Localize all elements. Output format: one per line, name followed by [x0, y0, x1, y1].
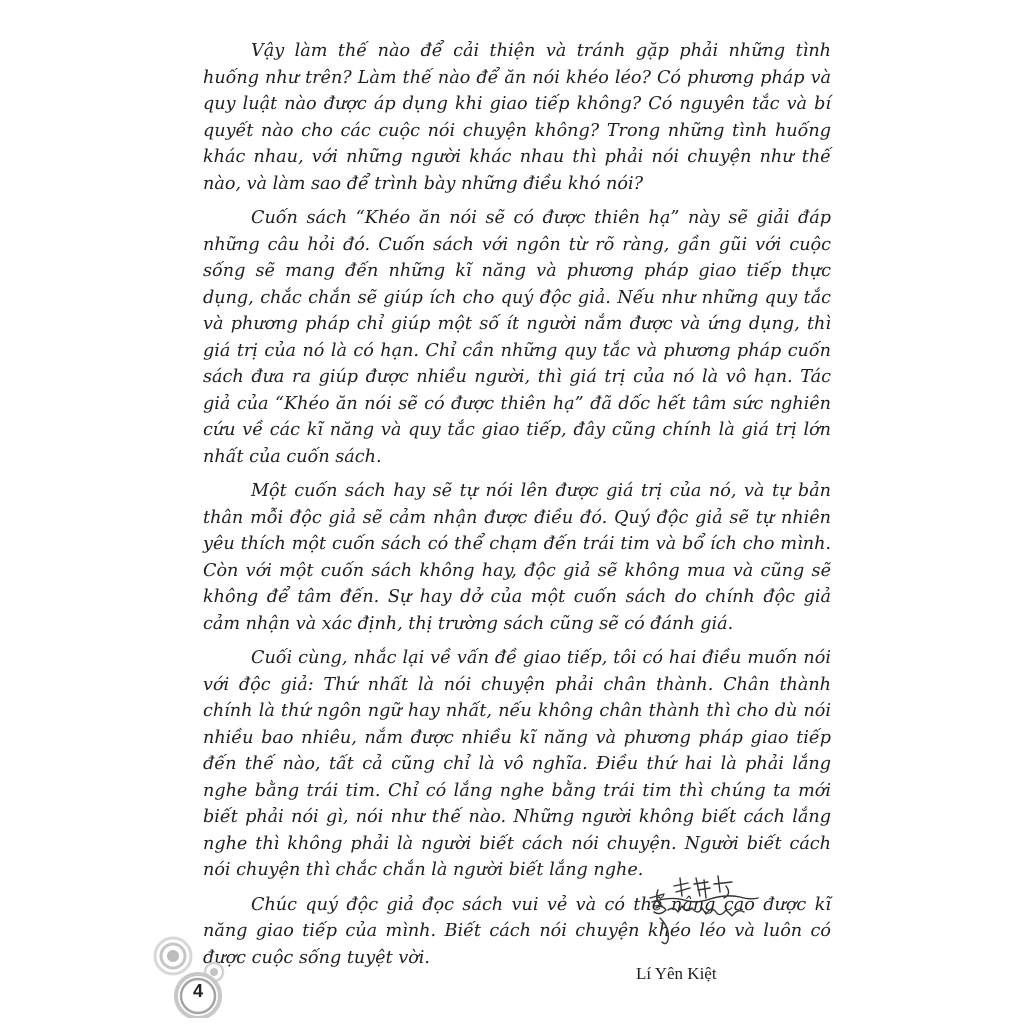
paragraph-3: Một cuốn sách hay sẽ tự nói lên được giá trị của nó, và tự bản thân mỗi độc giả sẽ cảm nhận được điều đó. Quý độc giả sẽ tự nhiên yêu thích một cuốn sách có thể chạm đến trái tim và bổ ích cho mình. Còn với một cuốn sách không hay, độc giả sẽ không mua và cũng sẽ không để tâm đến. Sự hay dở của một cuốn sách do chính độc giả cảm nhận và xác định, thị trường sách cũng sẽ có đánh giá.: [203, 481, 831, 634]
paragraph-2: Cuốn sách “Khéo ăn nói sẽ có được thiên hạ” này sẽ giải đáp những câu hỏi đó. Cuốn sách với ngôn từ rõ ràng, gần gũi với cuộc sống sẽ mang đến những kĩ năng và phương pháp giao tiếp thực dụng, chắc chắn sẽ giúp ích cho quý độc giả. Nếu như những quy tắc và phương pháp chỉ giúp một số ít người nắm được và ứng dụng, thì giá trị của nó là có hạn. Chỉ cần những quy tắc và phương pháp cuốn sách đưa ra giúp được nhiều người, thì giá trị của nó là vô hạn. Tác giả của “Khéo ăn nói sẽ có được thiên hạ” đã dốc hết tâm sức nghiên cứu về các kĩ năng và quy tắc giao tiếp, đây cũng chính là giá trị lớn nhất của cuốn sách.: [203, 208, 831, 467]
signature-icon: [640, 866, 765, 951]
page-number: 4: [192, 981, 203, 1001]
paragraph-1: Vậy làm thế nào để cải thiện và tránh gặp phải những tình huống như trên? Làm thế nào để ăn nói khéo léo? Có phương pháp và quy luật nào được áp dụng khi giao tiếp không? Có nguyên tắc và bí quyết nào cho các cuộc nói chuyện không? Trong những tình huống khác nhau, với những người khác nhau thì phải nói chuyện như thế nào, và làm sao để trình bày những điều khó nói?: [203, 41, 831, 194]
page-circles-decoration: [150, 928, 230, 1018]
body-text: [203, 38, 831, 979]
paragraph-4: Cuối cùng, nhắc lại về vấn đề giao tiếp, tôi có hai điều muốn nói với độc giả: Thứ nhất là nói chuyện phải chân thành. Chân thành chính là thứ ngôn ngữ hay nhất, nếu không chân thành thì cho dù nói nhiều bao nhiêu, nắm được nhiều kĩ năng và phương pháp giao tiếp đến thế nào, tất cả cũng chỉ là vô nghĩa. Điều thứ hai là phải lắng nghe bằng trái tim. Chỉ có lắng nghe bằng trái tim thì chúng ta mới biết phải nói gì, nói như thế nào. Những người không biết cách lắng nghe thì không phải là người biết cách nói chuyện. Người biết cách nói chuyện thì chắc chắn là người biết lắng nghe.: [203, 648, 831, 880]
author-name: Lí Yên Kiệt: [636, 964, 717, 983]
paragraph-5: Chúc quý độc giả đọc sách vui vẻ và có thể nâng cao được kĩ năng giao tiếp của mình. Biết cách nói chuyện khéo léo và luôn có được cuộc sống tuyệt vời.: [203, 894, 831, 968]
